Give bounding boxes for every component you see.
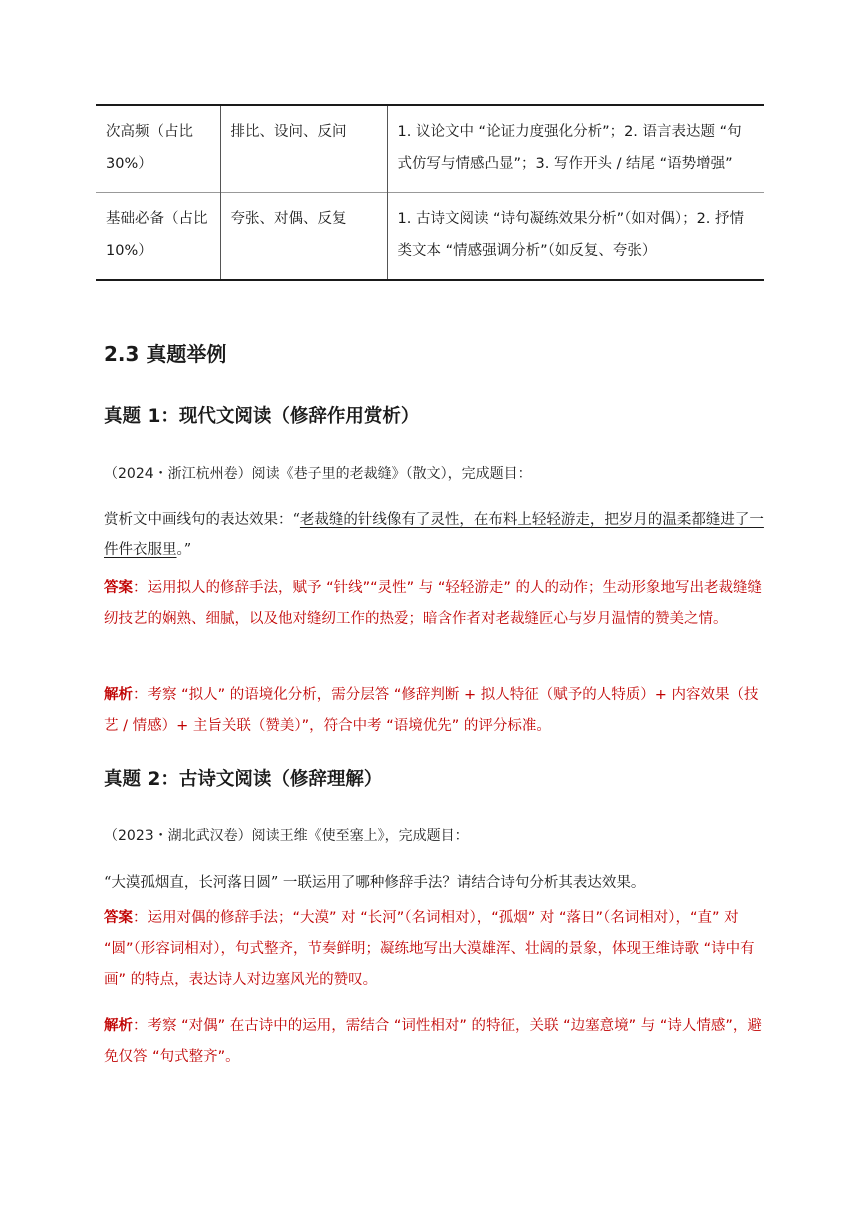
answer-label: 答案 bbox=[104, 580, 133, 596]
example-1-analysis bbox=[104, 680, 768, 742]
example-1-answer bbox=[104, 573, 768, 635]
question-prefix: 赏析文中画线句的表达效果：“ bbox=[104, 512, 300, 528]
example-2-answer bbox=[104, 903, 768, 996]
section-title: 2.3 真题举例 bbox=[104, 342, 227, 366]
analysis-label: 解析 bbox=[104, 687, 133, 703]
answer-text: ：运用对偶的修辞手法；“大漠” 对 “长河”（名词相对），“孤烟” 对 “落日”（名词相对），“直” 对 “圆”（形容词相对），句式整齐，节奏鲜明；凝练地写出大漠雄浑、壮阔的景象，体现王维诗歌 “诗中有画” 的特点，表达诗人对边塞风光的赞叹。 bbox=[104, 910, 755, 988]
example-2-question bbox=[104, 868, 768, 898]
example-2-heading: 真题 2：古诗文阅读（修辞理解） bbox=[104, 769, 383, 790]
frequency-level-cell: 次高频（占比30%） bbox=[96, 105, 220, 193]
example-2-source: （2023・湖北武汉卷）阅读王维《使至塞上》，完成题目： bbox=[104, 828, 469, 844]
underlined-sentence: 老裁缝的针线像有了灵性，在布料上轻轻游走，把岁月的温柔都缝进了一件件衣服里 bbox=[104, 512, 764, 558]
example-1-source: （2024・浙江杭州卷）阅读《巷子里的老裁缝》（散文），完成题目： bbox=[104, 466, 532, 482]
example-1-question bbox=[104, 505, 768, 565]
answer-label: 答案 bbox=[104, 910, 133, 926]
exam-usage-cell: 1. 古诗文阅读 “诗句凝练效果分析”（如对偶）；2. 抒情类文本 “情感强调分析”（如反复、夸张） bbox=[387, 193, 764, 281]
example-2-analysis bbox=[104, 1011, 768, 1073]
question-suffix: 。” bbox=[176, 542, 192, 558]
answer-text: ：运用拟人的修辞手法，赋予 “针线”“灵性” 与 “轻轻游走” 的人的动作；生动形象地写出老裁缝缝纫技艺的娴熟、细腻，以及他对缝纫工作的热爱；暗含作者对老裁缝匠心与岁月温情的赞美之情。 bbox=[104, 580, 763, 627]
question-prefix: “大漠孤烟直，长河落日圆” 一联运用了哪种修辞手法？请结合诗句分析其表达效果。 bbox=[104, 875, 646, 891]
table-row bbox=[96, 105, 764, 193]
analysis-text: ：考察 “拟人” 的语境化分析，需分层答 “修辞判断 + 拟人特征（赋予的人特质）+ 内容效果（技艺 / 情感）+ 主旨关联（赞美）”，符合中考 “语境优先” 的评分标准。 bbox=[104, 687, 759, 734]
frequency-level-cell: 基础必备（占比 10%） bbox=[96, 193, 220, 281]
example-1-heading: 真题 1：现代文阅读（修辞作用赏析） bbox=[104, 406, 420, 427]
exam-usage-cell: 1. 议论文中 “论证力度强化分析”；2. 语言表达题 “句式仿写与情感凸显”；3. 写作开头 / 结尾 “语势增强” bbox=[397, 124, 742, 172]
analysis-text: ：考察 “对偶” 在古诗中的运用，需结合 “词性相对” 的特征，关联 “边塞意境” 与 “诗人情感”，避免仅答 “句式整齐”。 bbox=[104, 1018, 762, 1065]
rhetoric-devices-cell: 排比、设问、反问 bbox=[220, 105, 387, 193]
table-row bbox=[96, 193, 764, 281]
rhetoric-frequency-table bbox=[96, 104, 764, 281]
rhetoric-devices-cell: 夸张、对偶、反复 bbox=[220, 193, 387, 281]
analysis-label: 解析 bbox=[104, 1018, 133, 1034]
